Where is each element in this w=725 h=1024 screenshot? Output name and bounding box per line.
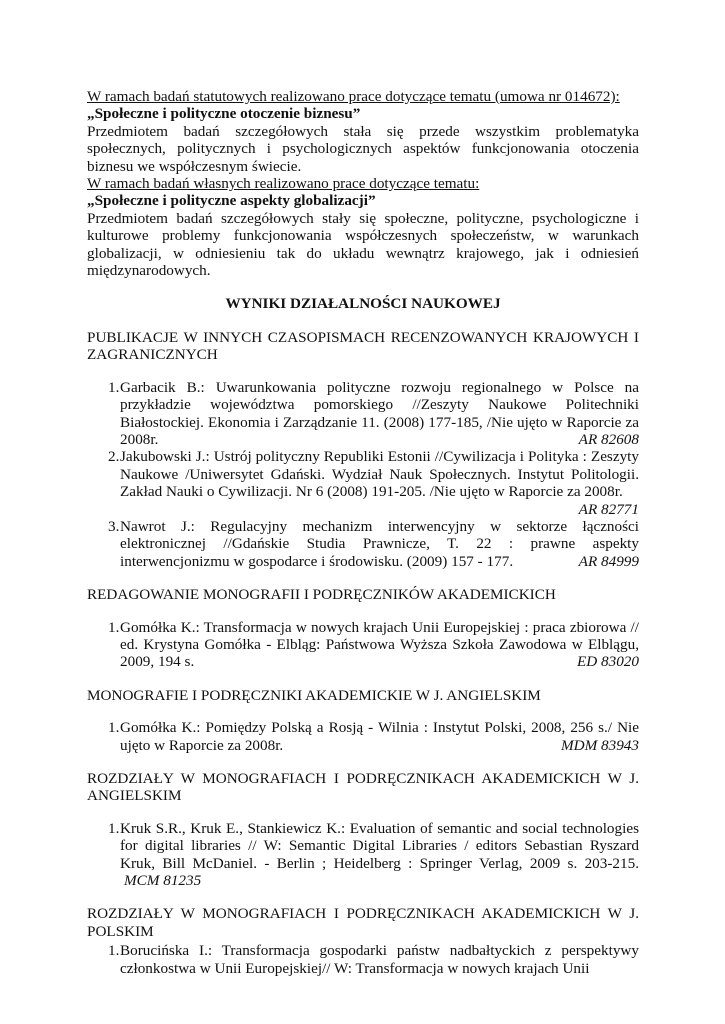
- item-code: AR 84999: [578, 552, 639, 570]
- item-text: Borucińska I.: Transformacja gospodarki państw nadbałtyckich z perspektywy członkostwa w Unii Europejskiej// W: Transformacja w nowych krajach Unii: [120, 942, 639, 977]
- section-title-monographs-english: MONOGRAFIE I PODRĘCZNIKI AKADEMICKIE W J. ANGIELSKIM: [87, 686, 541, 704]
- item-number: 1.: [108, 618, 120, 636]
- item-number: 1.: [108, 819, 120, 837]
- item-text: Gomółka K.: Transformacja w nowych krajach Unii Europejskiej : praca zbiorowa // ed. Krystyna Gomółka - Elbląg: Państwowa Wyższa Szkoła Zawodowa w Elblągu, 2009, 194 s.: [120, 618, 639, 671]
- section-title-chapters-polish: ROZDZIAŁY W MONOGRAFIACH I PODRĘCZNIKACH AKADEMICKICH W J. POLSKIM: [87, 905, 639, 940]
- item-code: MCM 81235: [124, 872, 202, 890]
- list-item: [87, 619, 639, 671]
- main-heading: WYNIKI DZIAŁALNOŚCI NAUKOWEJ: [225, 295, 501, 313]
- list-item: [87, 942, 639, 977]
- chapters-polish-list: [87, 942, 639, 977]
- monographs-english-list: [87, 719, 639, 754]
- list-item: [87, 719, 639, 754]
- section-title-chapters-english: ROZDZIAŁY W MONOGRAFIACH I PODRĘCZNIKACH AKADEMICKICH W J. ANGIELSKIM: [87, 770, 639, 805]
- item-number: 3.: [108, 517, 120, 535]
- list-item: [87, 518, 639, 570]
- item-text: Gomółka K.: Pomiędzy Polską a Rosją - Wilnia : Instytut Polski, 2008, 256 s./ Nie ujęto w Raporcie za 2008r.: [120, 719, 639, 754]
- item-number: 1.: [108, 719, 120, 737]
- item-text: Nawrot J.: Regulacyjny mechanizm interwencyjny w sektorze łączności elektronicznej //Gdańskie Studia Prawnicze, T. 22 : prawne aspekty interwencjonizmu w gospodarce i środowisku. (2009) 157 - 177.: [120, 517, 639, 570]
- statutory-research-line: W ramach badań statutowych realizowano prace dotyczące tematu (umowa nr 014672):: [87, 88, 620, 105]
- publications-list: [87, 379, 639, 570]
- chapters-english-list: [87, 820, 639, 890]
- statutory-research-title: „Społeczne i polityczne otoczenie biznesu”: [87, 105, 361, 123]
- list-item: [87, 820, 639, 890]
- item-text: Kruk S.R., Kruk E., Stankiewicz K.: Evaluation of semantic and social technologies for digital libraries // W: Semantic Digital Libraries / editors Sebastian Ryszard Kruk, Bill McDaniel. - Berlin ; Heidelberg : Springer Verlag, 2009 s. 203-215.: [120, 819, 639, 872]
- list-item: [87, 448, 639, 518]
- item-code: AR 82608: [578, 430, 639, 448]
- section-title-publications: PUBLIKACJE W INNYCH CZASOPISMACH RECENZOWANYCH KRAJOWYCH I ZAGRANICZNYCH: [87, 328, 639, 364]
- editing-list: [87, 619, 639, 671]
- own-research-line: W ramach badań własnych realizowano prace dotyczące tematu:: [87, 175, 480, 193]
- item-number: 2.: [108, 448, 120, 466]
- document-page: [87, 88, 639, 977]
- section-title-editing: REDAGOWANIE MONOGRAFII I PODRĘCZNIKÓW AKADEMICKICH: [87, 586, 556, 604]
- item-text: Jakubowski J.: Ustrój polityczny Republiki Estonii //Cywilizacja i Polityka : Zeszyty Naukowe /Uniwersytet Gdański. Wydział Nauk Społecznych. Instytut Politologii. Zakład Nauki o Cywilizacji. Nr 6 (2008) 191-205. /Nie ujęto w Raporcie za 2008r.: [120, 448, 639, 501]
- own-research-description: Przedmiotem badań szczegółowych stały się społeczne, polityczne, psychologiczne i kulturowe problemy funkcjonowania współczesnych społeczeństw, w warunkach globalizacji, w odniesieniu tak do układu wewnątrz krajowego, jak i odniesień międzynarodowych.: [87, 209, 639, 280]
- item-number: 1.: [108, 942, 120, 960]
- list-item: [87, 379, 639, 449]
- statutory-research-description: Przedmiotem badań szczegółowych stała się przede wszystkim problematyka społecznych, politycznych i psychologicznych aspektów funkcjonowania otoczenia biznesu we współczesnym świecie.: [87, 122, 639, 175]
- item-number: 1.: [108, 378, 120, 396]
- item-code: AR 82771: [578, 500, 639, 518]
- item-code: ED 83020: [576, 653, 639, 671]
- item-text: Garbacik B.: Uwarunkowania polityczne rozwoju regionalnego w Polsce na przykładzie województwa pomorskiego //Zeszyty Naukowe Politechniki Białostockiej. Ekonomia i Zarządzanie 11. (2008) 177-185, /Nie ujęto w Raporcie za 2008r.: [120, 378, 639, 448]
- item-code: MDM 83943: [560, 736, 639, 754]
- own-research-title: „Społeczne i polityczne aspekty globalizacji”: [87, 192, 376, 210]
